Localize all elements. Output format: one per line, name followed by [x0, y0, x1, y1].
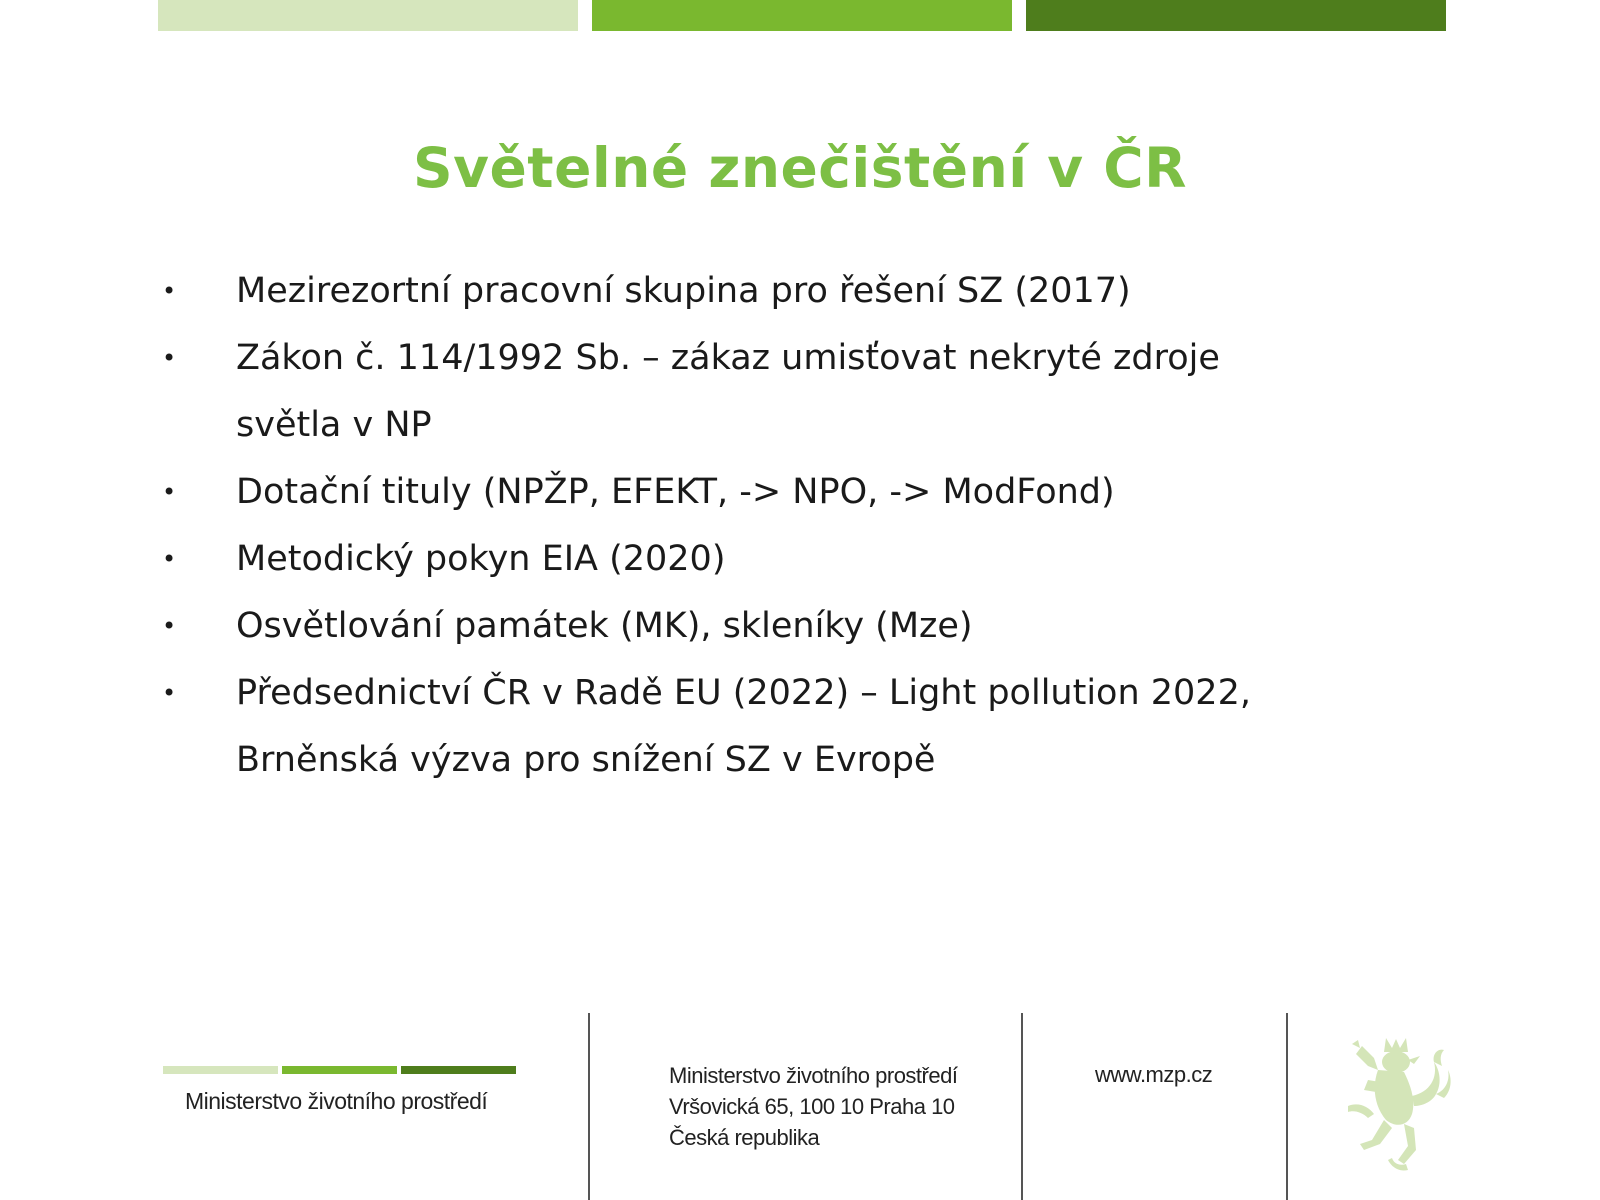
- bullet-item: [160, 593, 1380, 660]
- footer-bar-dark: [401, 1066, 516, 1074]
- bullet-item: [160, 459, 1380, 526]
- bullet-line: Osvětlování památek (MK), skleníky (Mze): [236, 606, 973, 646]
- czech-lion-emblem-icon: [1338, 1036, 1454, 1174]
- bullet-list: [160, 258, 1380, 794]
- bullet-item: [160, 325, 1380, 459]
- bullet-line: Zákon č. 114/1992 Sb. – zákaz umisťovat nekryté zdroje: [236, 338, 1220, 378]
- footer-divider: [1286, 1013, 1288, 1200]
- bullet-item: [160, 660, 1380, 794]
- bullet-dot-icon: •: [162, 612, 177, 640]
- footer-divider: [588, 1013, 590, 1200]
- footer-logo-text: Ministerstvo životního prostředí: [185, 1088, 488, 1114]
- top-bar-dark: [1026, 0, 1446, 31]
- top-bar-light: [158, 0, 578, 31]
- bullet-text: [236, 593, 1380, 660]
- footer-address-line: Česká republika: [669, 1125, 820, 1150]
- bullet-text: [236, 325, 1380, 459]
- footer-website-link[interactable]: www.mzp.cz: [1095, 1062, 1213, 1087]
- bullet-line: Dotační tituly (NPŽP, EFEKT, -> NPO, -> ModFond): [236, 472, 1115, 512]
- footer-address: [669, 1060, 957, 1153]
- bullet-dot-icon: •: [162, 277, 177, 305]
- bullet-text: [236, 526, 1380, 593]
- bullet-text: [236, 258, 1380, 325]
- bullet-dot-icon: •: [162, 545, 177, 573]
- footer-address-line: Ministerstvo životního prostředí: [669, 1063, 958, 1088]
- slide-title: Světelné znečištění v ČR: [413, 136, 1187, 200]
- top-bar-medium: [592, 0, 1012, 31]
- footer-bar-light: [163, 1066, 278, 1074]
- footer-divider: [1021, 1013, 1023, 1200]
- footer-address-line: Vršovická 65, 100 10 Praha 10: [669, 1094, 955, 1119]
- bullet-line: Metodický pokyn EIA (2020): [236, 539, 726, 579]
- bullet-dot-icon: •: [162, 478, 177, 506]
- bullet-text: [236, 660, 1380, 794]
- footer-logo-bars: [163, 1066, 518, 1074]
- bullet-text: [236, 459, 1380, 526]
- bullet-line: Brněnská výzva pro snížení SZ v Evropě: [236, 740, 936, 780]
- bullet-dot-icon: •: [162, 679, 177, 707]
- bullet-line: světla v NP: [236, 405, 432, 445]
- footer-bar-medium: [282, 1066, 397, 1074]
- bullet-line: Předsednictví ČR v Radě EU (2022) – Light pollution 2022,: [236, 673, 1251, 713]
- bullet-dot-icon: •: [162, 344, 177, 372]
- bullet-item: [160, 526, 1380, 593]
- bullet-line: Mezirezortní pracovní skupina pro řešení SZ (2017): [236, 271, 1131, 311]
- bullet-item: [160, 258, 1380, 325]
